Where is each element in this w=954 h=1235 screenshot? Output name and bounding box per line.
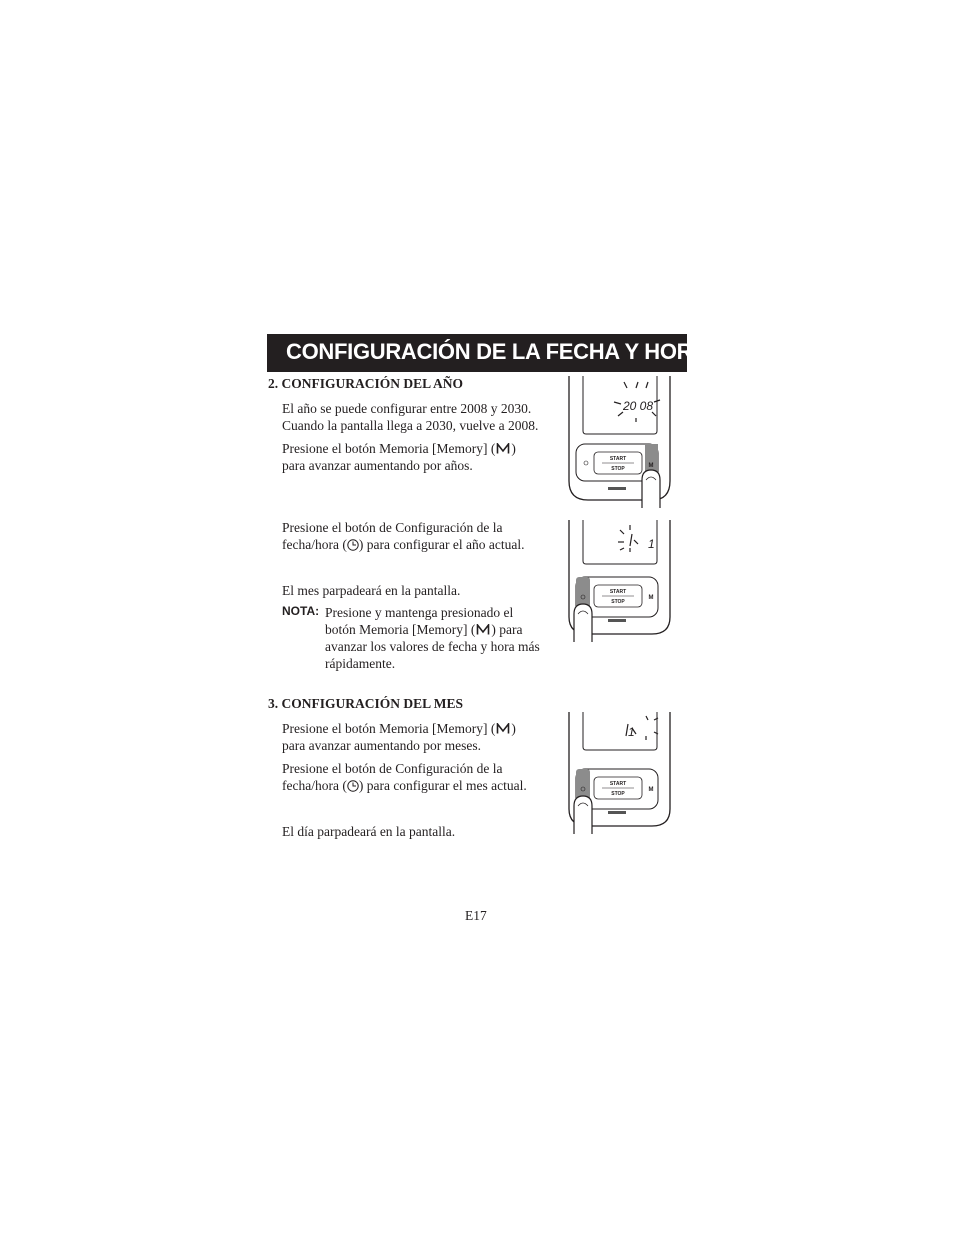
memory-month-paragraph: Presione el botón Memoria [Memory] ( ) para avanzar aumentando por meses. <box>282 721 516 753</box>
svg-text:START: START <box>609 781 627 787</box>
lcd-display: 1 <box>648 537 655 551</box>
year-range-line-2: Cuando la pantalla llega a 2030, vuelve a 2008. <box>282 418 539 433</box>
finger-illustration <box>574 796 592 834</box>
svg-text:STOP: STOP <box>611 599 625 605</box>
clock-year-line-1: Presione el botón de Configuración de la <box>282 520 503 535</box>
clock-year-paragraph <box>282 519 557 553</box>
memory-m-icon <box>496 723 510 734</box>
svg-text:START: START <box>609 456 627 462</box>
day-blink-paragraph: El día parpadeará en la pantalla. <box>282 824 456 839</box>
memory-year-paragraph <box>282 440 557 474</box>
page-title: CONFIGURACIÓN DE LA FECHA Y HORA <box>286 339 708 364</box>
clock-icon <box>347 539 359 551</box>
year-range-paragraph <box>282 400 557 434</box>
finger-illustration <box>574 604 592 642</box>
year-range-line-1: El año se puede configurar entre 2008 y 2030. <box>282 401 532 416</box>
memory-m-icon <box>496 443 510 454</box>
finger-illustration <box>642 470 660 508</box>
device-illustration-month <box>566 712 672 834</box>
section-heading-month: 3. CONFIGURACIÓN DEL MES <box>268 696 464 711</box>
memory-year-line-1: Presione el botón Memoria [Memory] ( ) <box>282 441 516 456</box>
memory-year-line-2: para avanzar aumentando por años. <box>282 458 473 473</box>
lcd-display: 1 <box>628 725 635 739</box>
clock-year-line-2: fecha/hora ( ) para configurar el año actual. <box>282 537 525 552</box>
svg-text:START: START <box>609 589 627 595</box>
svg-text:STOP: STOP <box>611 466 625 472</box>
memory-button: M <box>648 787 654 793</box>
lcd-year-display: 20 08 <box>623 399 654 413</box>
memory-m-icon <box>476 624 490 635</box>
note-body: Presione y mantenga presionado el botón Memoria [Memory] ( ) para avanzar los valores de fecha y hora más rápidamente. <box>325 605 540 671</box>
page-number: E17 <box>465 908 487 923</box>
device-illustration-year <box>566 376 672 508</box>
memory-button: M <box>648 463 654 469</box>
svg-text:STOP: STOP <box>611 791 625 797</box>
clock-month-paragraph: Presione el botón de Configuración de la fecha/hora ( ) para configurar el mes actual. <box>282 761 527 793</box>
month-blink-paragraph: El mes parpadeará en la pantalla. <box>282 583 461 598</box>
device-illustration-year-set <box>566 520 672 642</box>
note-label: NOTA: <box>282 604 320 618</box>
clock-icon <box>347 780 359 792</box>
title-banner <box>267 334 708 372</box>
section-heading-year: 2. CONFIGURACIÓN DEL AÑO <box>268 376 464 391</box>
memory-button: M <box>648 595 654 601</box>
